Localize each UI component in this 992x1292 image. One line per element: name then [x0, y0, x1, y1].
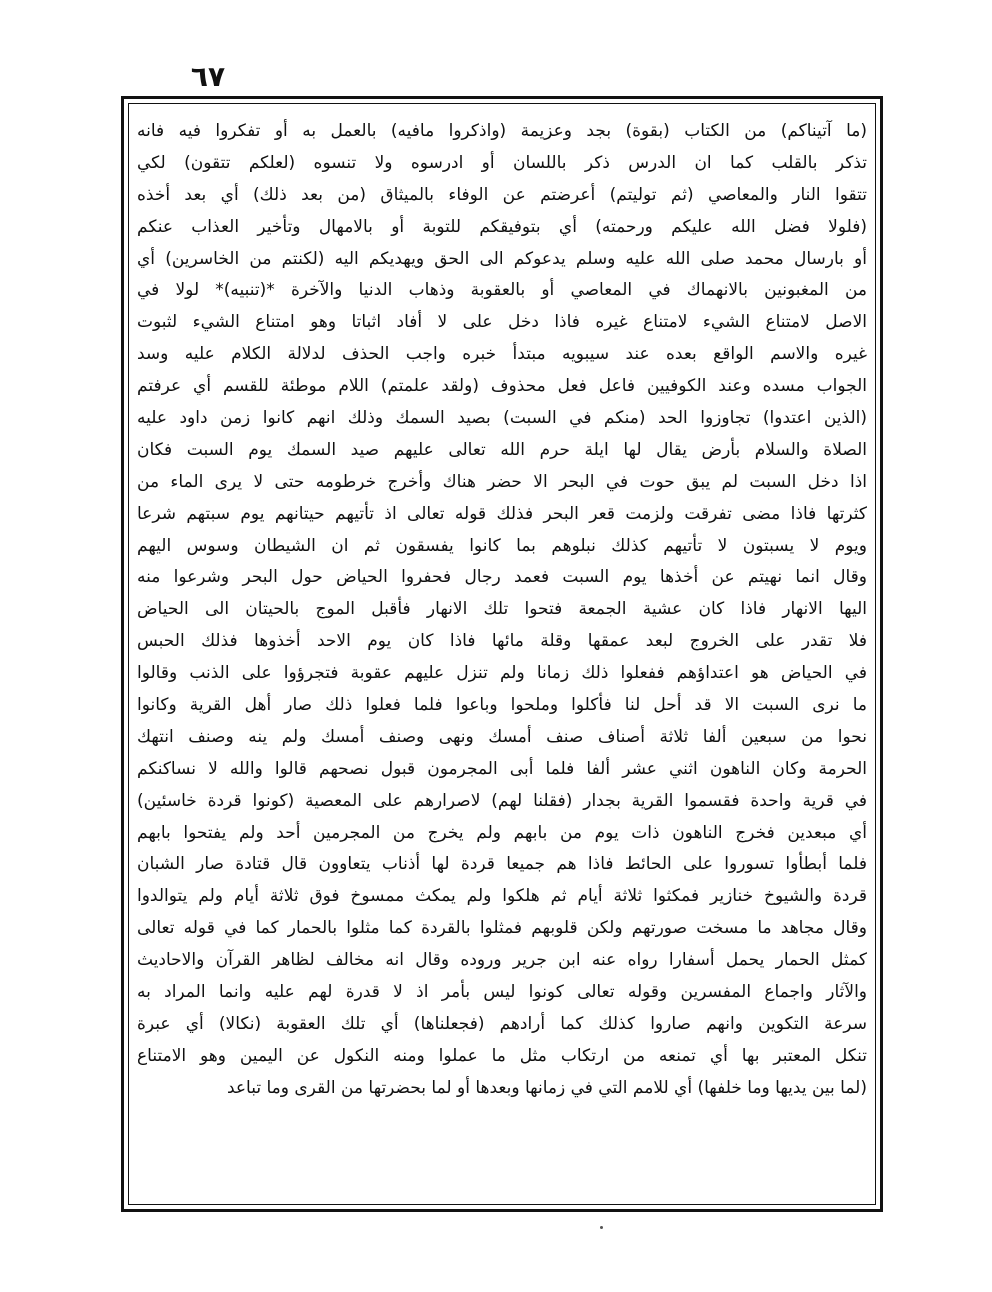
text-line: الصلاة والسلام بأرض يقال لها ايلة حرم الله تعالى عليهم صيد السمك يوم السبت فكان	[137, 439, 867, 460]
text-line: قردة والشيوخ خنازير فمكثوا ثلاثة أيام ثم هلكوا ولم يمكث ممسوخ فوق ثلاثة أيام ولم يتوالدوا	[137, 886, 867, 907]
text-line: من المغبونين بالانهماك في المعاصي أو بالعقوبة وذهاب الدنيا والآخرة *(تنبيه)* لولا في	[137, 280, 867, 301]
text-line: نحوا من سبعين ألفا ثلاثة أصناف صنف أمسك ونهى وصنف أمسك ولم ينه وصنف انتهك	[137, 726, 867, 747]
text-line: والآثار واجماع المفسرين وقوله تعالى كونوا ليس بأمر اذ لا قدرة لهم عليه وانما المراد به	[137, 982, 867, 1003]
text-line: وقال انما نهيتم عن أخذها يوم السبت فعمد رجال فحفروا الحياض حول البحر وشرعوا منه	[137, 567, 867, 588]
text-line: اذا دخل السبت لم يبق حوت في البحر الا حضر هناك وأخرج خرطومه حتى لا يرى الماء من	[137, 471, 867, 492]
text-line: ويوم لا يسبتون لا تأتيهم كذلك نبلوهم بما كانوا يفسقون ثم ان الشيطان وسوس اليهم	[137, 535, 867, 556]
text-line: فلما أبطأوا تسوروا على الحائط فاذا هم جميعا قردة لها أذناب يتعاوون قال قتادة صار الشبان	[137, 854, 867, 875]
text-line: غيره والاسم الواقع بعده عند سيبويه مبتدأ خبره واجب الحذف لدلالة الكلام عليه وسد	[137, 344, 867, 365]
text-line: أو بارسال محمد صلى الله عليه وسلم يدعوكم الى الحق ويهديكم اليه (لكنتم من الخاسرين) أي	[137, 248, 867, 269]
text-line: كمثل الحمار يحمل أسفارا رواه عنه ابن جرير وروده وقال انه مخالف لظاهر القرآن والاحاديث	[137, 950, 867, 971]
text-line: الجواب مسده وعند الكوفيين فاعل فعل محذوف (ولقد علمتم) اللام موطئة للقسم أي عرفتم	[137, 376, 867, 397]
text-line: (فلولا فضل الله عليكم ورحمته) أي بتوفيقكم للتوبة أو بالامهال وتأخير العذاب عنكم	[137, 216, 867, 237]
text-line: في قرية واحدة فقسموا القرية بجدار (فقلنا لهم) لاصرارهم على المعصية (كونوا قردة خاسئين)	[137, 790, 867, 811]
text-line: تذكر بالقلب كما ان الدرس ذكر باللسان أو ادرسوه ولا تنسوه (لعلكم تتقون) لكي	[137, 152, 867, 173]
text-line: (ما آتيناكم) من الكتاب (بقوة) بجد وعزيمة (واذكروا مافيه) بالعمل به أو تفكروا فيه فانه	[137, 121, 867, 141]
text-line: أي مبعدين فخرج الناهون ذات يوم من بابهم ولم يخرج من المجرمين أحد ولم يفتحوا بابهم	[137, 822, 867, 843]
text-line: الاصل لامتناع الشيء لامتناع غيره فاذا دخل على لا أفاد اثباتا وهو امتناع الشيء لثبوت	[137, 312, 867, 333]
text-line: (الذين اعتدوا) تجاوزوا الحد (منكم في السبت) بصيد السمك وذلك انهم كانوا زمن داود عليه	[137, 408, 867, 429]
text-line: سرعة التكوين وانهم صاروا كذلك كما أرادهم (فجعلناها) أي تلك العقوبة (نكالا) أي عبرة	[137, 1013, 867, 1034]
text-body	[137, 116, 867, 1202]
text-line: فلا تقدر على الخروج لبعد عمقها وقلة مائها فاذا كان يوم الاحد أخذوها فذلك الحبس	[137, 631, 867, 652]
text-line: تتقوا النار والمعاصي (ثم توليتم) أعرضتم عن الوفاء بالميثاق (من بعد ذلك) أي بعد أخذه	[137, 184, 867, 205]
text-line: كثرتها فاذا مضى تفرقت ولزمت قعر البحر فذلك قوله تعالى اذ تأتيهم حيتانهم يوم سبتهم شرعا	[137, 503, 867, 524]
text-line: تنكل المعتبر بها أي تمنعه من ارتكاب مثل ما عملوا ومنه النكول عن اليمين وهو الامتناع	[137, 1045, 867, 1066]
text-line: ما نرى السبت الا قد أحل لنا فأكلوا وملحوا وباعوا فلما فعلوا ذلك صار أهل القرية وكانوا	[137, 695, 867, 716]
text-line: في الحياض هو اعتداؤهم ففعلوا ذلك زمانا ولم تنزل عليهم عقوبة فتجرؤوا على الذنب وقالوا	[137, 663, 867, 684]
text-line: اليها الانهار فاذا كان عشية الجمعة فتحوا تلك الانهار فأقبل الموج بالحيتان الى الحياض	[137, 599, 867, 620]
scan-speck	[600, 1226, 603, 1229]
page-number: ٦٧	[190, 60, 226, 93]
text-line: وقال مجاهد ما مسخت صورتهم ولكن قلوبهم فمثلوا بالقردة كما مثلوا بالحمار كما في قوله تعالى	[137, 918, 867, 939]
text-line: (لما بين يديها وما خلفها) أي للامم التي في زمانها وبعدها أو لما بحضرتها من القرى وما تباعد	[226, 1077, 867, 1098]
text-line: الحرمة وكان الناهون اثني عشر ألفا فلما أبى المجرمون قبول نصحهم قالوا والله لا نساكنكم	[137, 758, 867, 779]
